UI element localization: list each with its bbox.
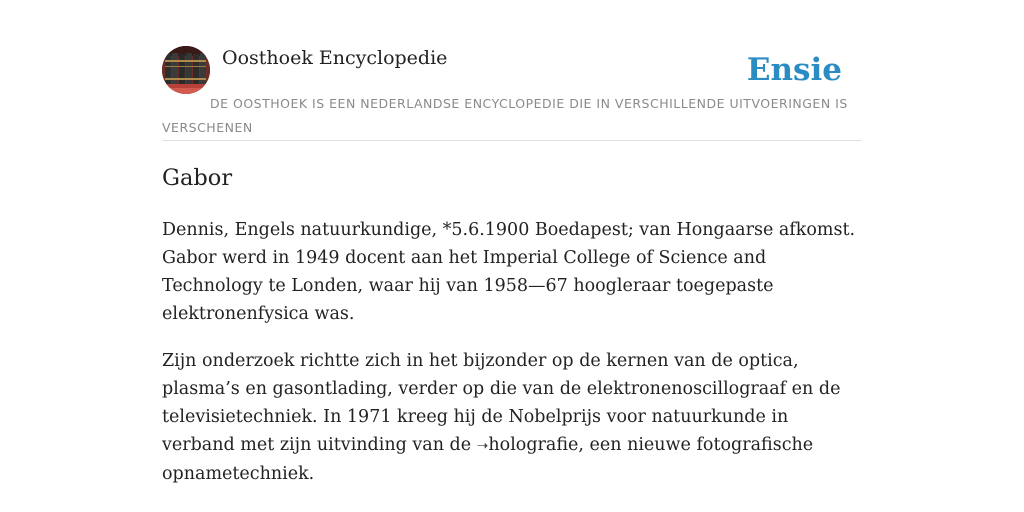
article-paragraph	[162, 347, 862, 488]
cross-reference-arrow-icon: ➝	[476, 438, 489, 454]
paragraph-text: Zijn onderzoek richtte zich in het bijzonder op de kernen van de optica, plasma’s en gasontlading, verder op die van de elektronenoscillograaf en de televisietechniek. In 1971 kreeg hij de Nobelprijs voor natuurkunde in verband met zijn uitvinding van de	[162, 351, 841, 455]
holografie-link[interactable]: holografie	[488, 435, 579, 455]
source-header	[162, 46, 862, 141]
source-avatar[interactable]	[162, 46, 210, 94]
brand-logo[interactable]: Ensie	[746, 52, 842, 88]
article-paragraph: Dennis, Engels natuurkundige, *5.6.1900 Boedapest; van Hongaarse afkomst. Gabor werd in 1949 docent aan het Imperial College of Science and Technology te Londen, waar hij van 1958—67 hoogleraar toegepaste elektronenfysica was.	[162, 220, 856, 324]
book-spines-icon	[162, 46, 210, 94]
source-title[interactable]: Oosthoek Encyclopedie	[222, 47, 448, 69]
article-title: Gabor	[162, 165, 233, 191]
article	[162, 162, 862, 488]
source-description: DE OOSTHOEK IS EEN NEDERLANDSE ENCYCLOPEDIE DIE IN VERSCHILLENDE UITVOERINGEN IS VERSCHENEN	[162, 96, 848, 135]
paragraph-text: , een nieuwe fotografische opnametechniek.	[162, 435, 814, 484]
